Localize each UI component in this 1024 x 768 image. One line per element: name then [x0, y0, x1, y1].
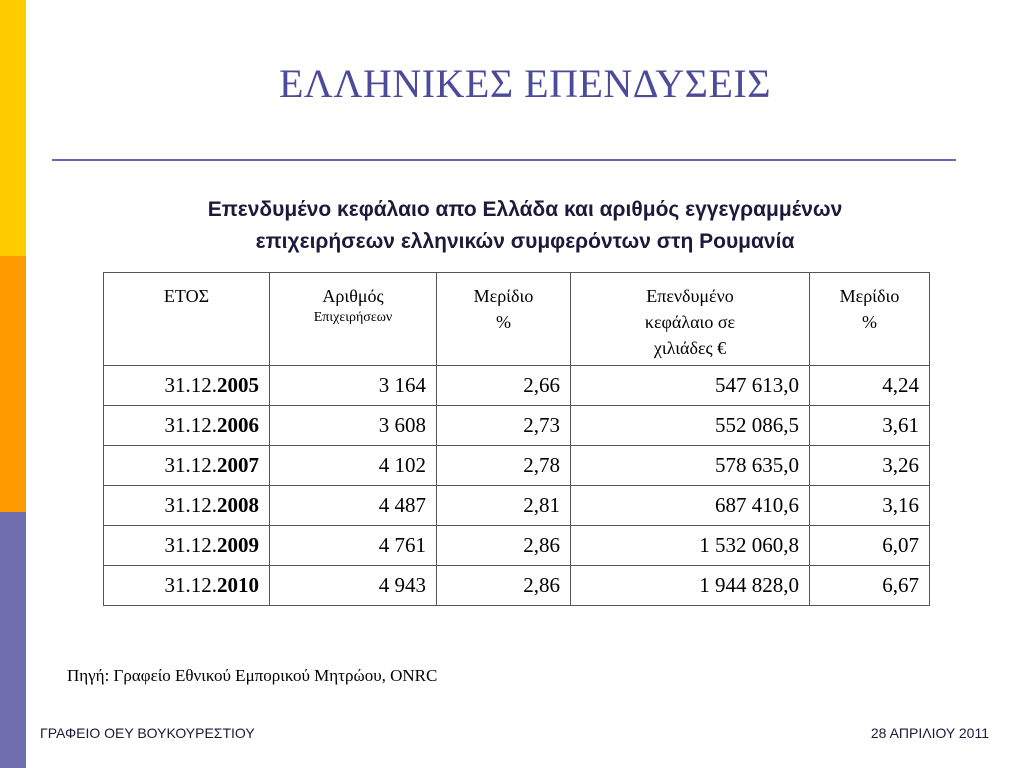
date-year: 2006	[217, 413, 259, 437]
table-row	[104, 446, 930, 486]
accent-bar-orange	[0, 256, 26, 512]
cell-share-capital: 6,67	[810, 566, 930, 606]
table-row	[104, 526, 930, 566]
cell-date	[104, 486, 270, 526]
cell-share-capital: 4,24	[810, 366, 930, 406]
cell-date	[104, 366, 270, 406]
cell-date	[104, 406, 270, 446]
cell-capital: 1 944 828,0	[571, 566, 810, 606]
header-share-capital-line-2: %	[862, 312, 877, 332]
table-caption-line-1: Επενδυμένο κεφάλαιο απο Ελλάδα και αριθμός εγγεγραμμένων	[207, 198, 843, 221]
cell-companies: 4 102	[270, 446, 437, 486]
header-companies	[270, 273, 437, 366]
accent-bar-purple	[0, 512, 26, 768]
table-row	[104, 366, 930, 406]
title-divider	[52, 159, 956, 161]
cell-share-companies: 2,78	[437, 446, 571, 486]
header-year	[104, 273, 270, 366]
cell-date	[104, 446, 270, 486]
date-prefix: 31.12.	[164, 373, 217, 397]
cell-capital: 552 086,5	[571, 406, 810, 446]
header-share-companies	[437, 273, 571, 366]
cell-companies: 3 164	[270, 366, 437, 406]
header-companies-line-1: Αριθμός	[322, 286, 384, 306]
slide-title: ΕΛΛΗΝΙΚΕΣ ΕΠΕΝΔΥΣΕΙΣ	[279, 61, 771, 106]
cell-share-companies: 2,66	[437, 366, 571, 406]
date-year: 2009	[217, 533, 259, 557]
cell-capital: 687 410,6	[571, 486, 810, 526]
source-note: Πηγή: Γραφείο Εθνικού Εμπορικού Μητρώου, ONRC	[67, 666, 438, 685]
header-companies-line-2: Επιχειρήσεων	[313, 310, 393, 325]
date-year: 2008	[217, 493, 259, 517]
cell-companies: 4 761	[270, 526, 437, 566]
header-share-companies-line-2: %	[496, 312, 511, 332]
cell-companies: 4 487	[270, 486, 437, 526]
header-capital-line-3: χιλιάδες €	[653, 338, 727, 358]
header-share-capital	[810, 273, 930, 366]
cell-share-companies: 2,86	[437, 526, 571, 566]
table-row	[104, 566, 930, 606]
cell-companies: 3 608	[270, 406, 437, 446]
header-capital-line-1: Επενδυμένο	[646, 286, 734, 306]
cell-date	[104, 566, 270, 606]
cell-share-companies: 2,81	[437, 486, 571, 526]
table-caption-line-2: επιχειρήσεων ελληνικών συμφερόντων στη Ρουμανία	[255, 230, 795, 253]
footer-office: ΓΡΑΦΕΙΟ ΟΕΥ ΒΟΥΚΟΥΡΕΣΤΙΟΥ	[40, 725, 255, 741]
table-header-row	[104, 273, 930, 366]
cell-capital: 547 613,0	[571, 366, 810, 406]
date-prefix: 31.12.	[164, 493, 217, 517]
cell-share-capital: 3,26	[810, 446, 930, 486]
cell-companies: 4 943	[270, 566, 437, 606]
cell-capital: 578 635,0	[571, 446, 810, 486]
date-prefix: 31.12.	[164, 533, 217, 557]
date-prefix: 31.12.	[164, 413, 217, 437]
date-year: 2010	[217, 573, 259, 597]
header-share-capital-line-1: Μερίδιο	[839, 286, 900, 306]
table-row	[104, 406, 930, 446]
footer-date: 28 ΑΠΡΙΛΙΟΥ 2011	[870, 725, 989, 741]
investment-table	[103, 272, 930, 606]
header-share-companies-line-1: Μερίδιο	[473, 286, 534, 306]
date-prefix: 31.12.	[164, 453, 217, 477]
cell-share-companies: 2,86	[437, 566, 571, 606]
header-capital	[571, 273, 810, 366]
cell-share-companies: 2,73	[437, 406, 571, 446]
header-year-label: ΕΤΟΣ	[163, 286, 210, 306]
date-year: 2005	[217, 373, 259, 397]
cell-capital: 1 532 060,8	[571, 526, 810, 566]
cell-share-capital: 6,07	[810, 526, 930, 566]
header-capital-line-2: κεφάλαιο σε	[644, 312, 736, 332]
cell-share-capital: 3,16	[810, 486, 930, 526]
cell-date	[104, 526, 270, 566]
table-row	[104, 486, 930, 526]
accent-bar-yellow	[0, 0, 26, 256]
date-prefix: 31.12.	[164, 573, 217, 597]
date-year: 2007	[217, 453, 259, 477]
table-caption	[26, 194, 1024, 258]
cell-share-capital: 3,61	[810, 406, 930, 446]
